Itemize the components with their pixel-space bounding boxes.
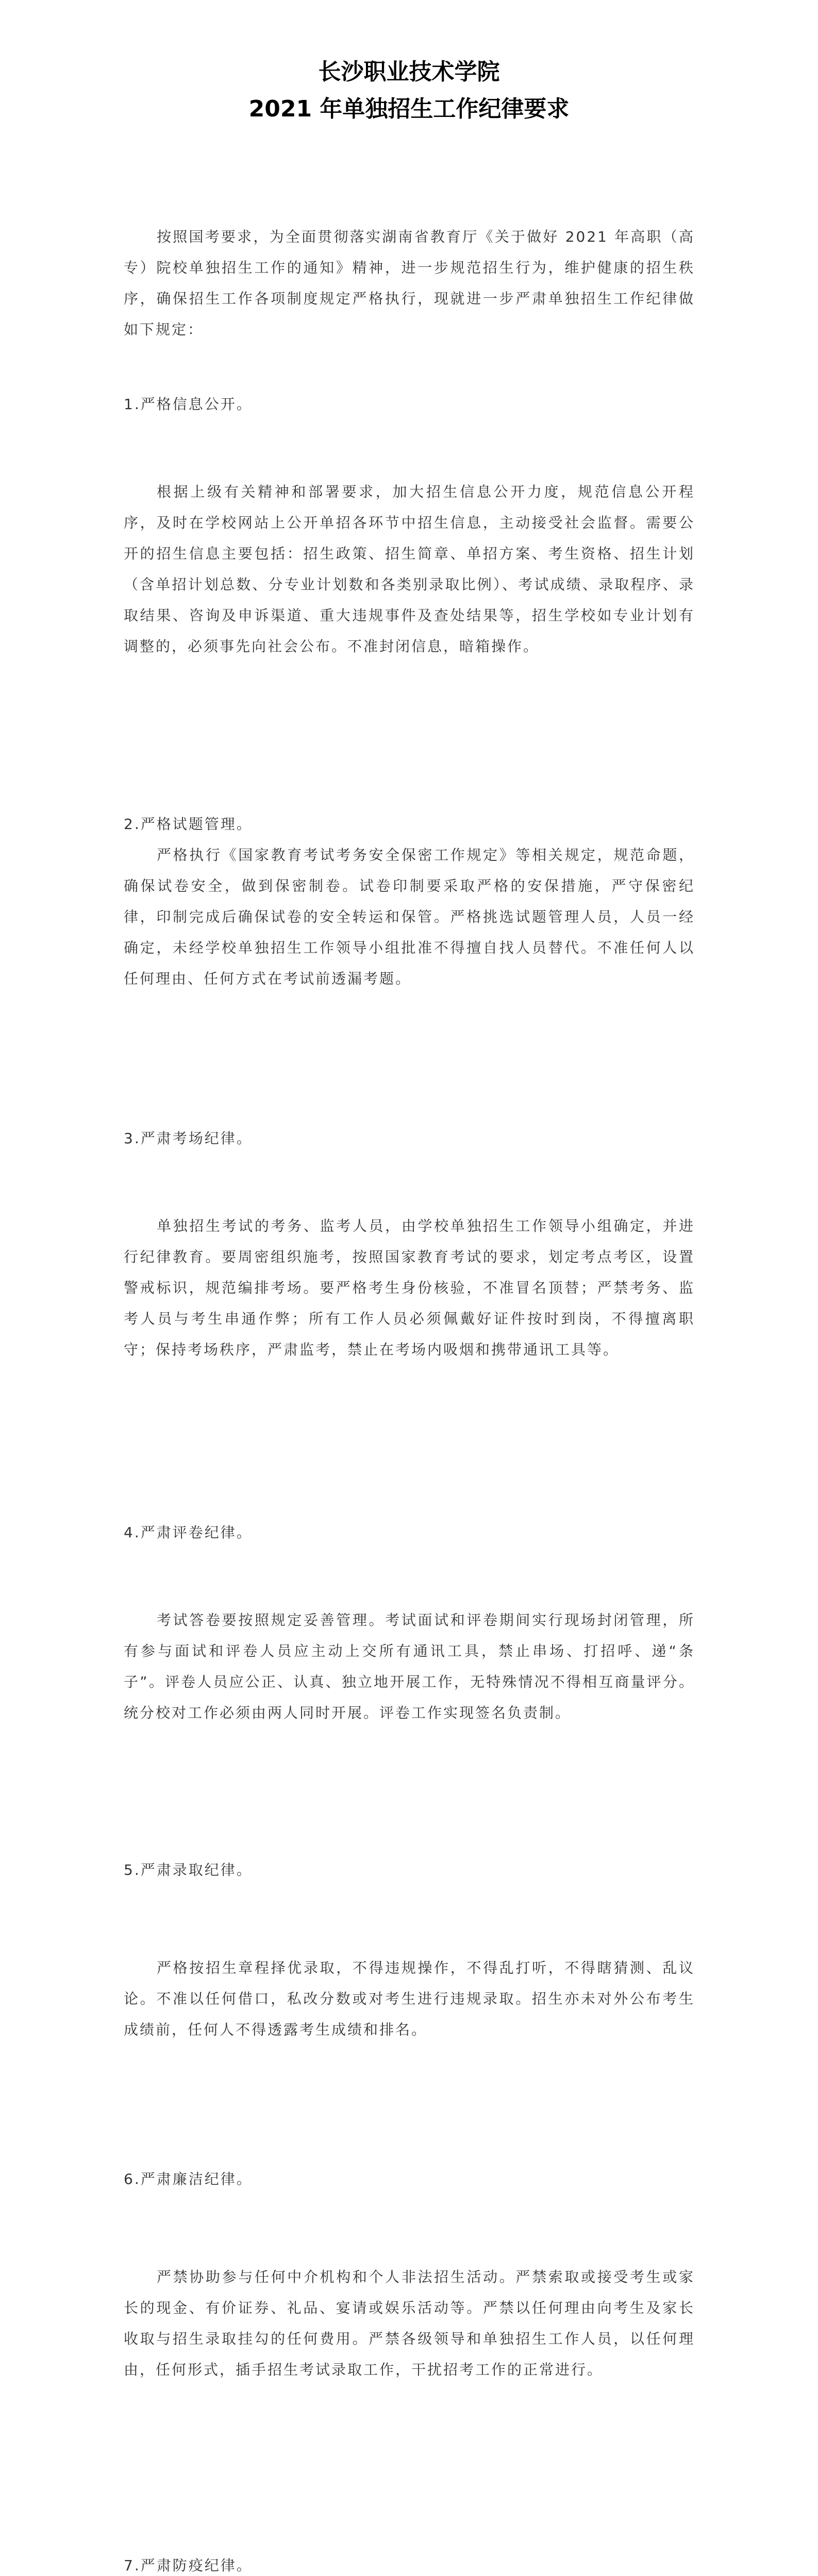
document-title-line-2: 2021 年单独招生工作纪律要求 bbox=[248, 96, 570, 122]
section-2-body: 严格执行《国家教育考试考务安全保密工作规定》等相关规定，规范命题，确保试卷安全，做到保密制卷。试卷印制要采取严格的安保措施，严守保密纪律，印制完成后确保试卷的安全转运和保管。严格挑选试题管理人员，人员一经确定，未经学校单独招生工作领导小组批准不得擅自找人员替代。不准任何人以任何理由、任何方式在考试前透漏考题。 bbox=[124, 846, 695, 987]
section-4-body: 考试答卷要按照规定妥善管理。考试面试和评卷期间实行现场封闭管理，所有参与面试和评卷人员应主动上交所有通讯工具，禁止串场、打招呼、递“条子”。评卷人员应公正、认真、独立地开展工作，无特殊情况不得相互商量评分。统分校对工作必须由两人同时开展。评卷工作实现签名负责制。 bbox=[124, 1612, 695, 1721]
section-5-body: 严格按招生章程择优录取，不得违规操作，不得乱打听，不得瞎猜测、乱议论。不准以任何借口，私改分数或对考生进行违规录取。招生亦未对外公布考生成绩前，任何人不得透露考生成绩和排名。 bbox=[124, 1959, 695, 2038]
section-2-heading: 2.严格试题管理。 bbox=[124, 816, 253, 833]
section-3-body: 单独招生考试的考务、监考人员，由学校单独招生工作领导小组确定，并进行纪律教育。要周密组织施考，按照国家教育考试的要求，划定考点考区，设置警戒标识，规范编排考场。要严格考生身份核验，不准冒名顶替；严禁考务、监考人员与考生串通作弊；所有工作人员必须佩戴好证件按时到岗，不得擅离职守；保持考场秩序，严肃监考，禁止在考场内吸烟和携带通讯工具等。 bbox=[124, 1217, 695, 1358]
section-6-body: 严禁协助参与任何中介机构和个人非法招生活动。严禁索取或接受考生或家长的现金、有价证券、礼品、宴请或娱乐活动等。严禁以任何理由向考生及家长收取与招生录取挂勾的任何费用。严禁各级领导和单独招生工作人员，以任何理由，任何形式，插手招生考试录取工作，干扰招考工作的正常进行。 bbox=[124, 2268, 695, 2378]
section-7-heading: 7.严肃防疫纪律。 bbox=[124, 2557, 253, 2574]
section-1-body: 根据上级有关精神和部署要求，加大招生信息公开力度，规范信息公开程序，及时在学校网站上公开单招各环节中招生信息，主动接受社会监督。需要公开的招生信息主要包括：招生政策、招生简章、单招方案、考生资格、招生计划（含单招计划总数、分专业计划数和各类别录取比例）、考试成绩、录取程序、录取结果、咨询及申诉渠道、重大违规事件及查处结果等，招生学校如专业计划有调整的，必须事先向社会公布。不准封闭信息，暗箱操作。 bbox=[124, 483, 695, 655]
section-1-heading: 1.严格信息公开。 bbox=[124, 396, 253, 413]
section-4-heading: 4.严肃评卷纪律。 bbox=[124, 1524, 253, 1541]
section-5-heading: 5.严肃录取纪律。 bbox=[124, 1861, 253, 1878]
section-6-heading: 6.严肃廉洁纪律。 bbox=[124, 2171, 253, 2188]
section-3-heading: 3.严肃考场纪律。 bbox=[124, 1130, 253, 1147]
document-title-line-1: 长沙职业技术学院 bbox=[318, 59, 500, 85]
intro-paragraph: 按照国考要求，为全面贯彻落实湖南省教育厅《关于做好 2021 年高职（高专）院校单独招生工作的通知》精神，进一步规范招生行为，维护健康的招生秩序，确保招生工作各项制度规定严格执行，现就进一步严肃单独招生工作纪律做如下规定： bbox=[124, 228, 695, 338]
